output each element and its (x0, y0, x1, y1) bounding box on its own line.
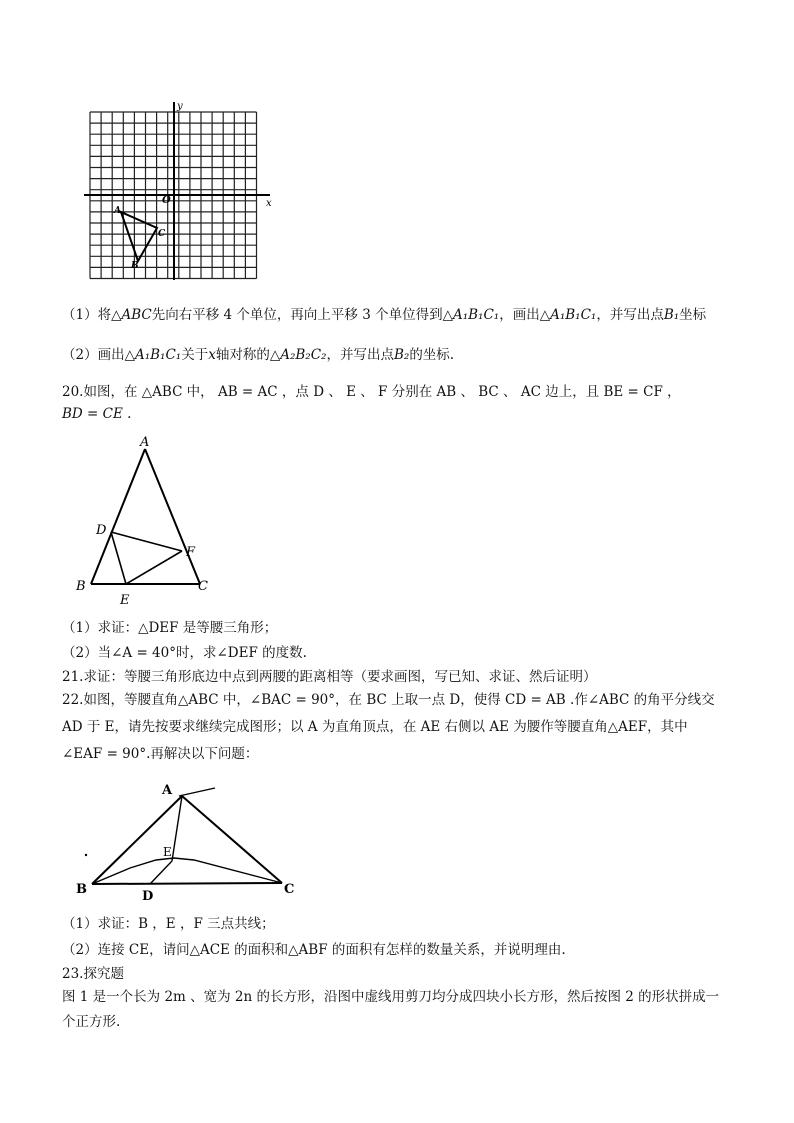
point-b-label: B (131, 261, 139, 271)
vertex-b-label: B (76, 579, 86, 594)
q22-text-line1: 22.如图，等腰直角△ABC 中，∠BAC = 90°，在 BC 上取一点 D，使得 CD = AB .作∠ABC 的角平分线交 (62, 692, 715, 708)
origin-label: O (162, 195, 171, 206)
vertex-a-label: A (162, 783, 173, 798)
vertex-c-label: C (198, 579, 208, 594)
vertex-b-label: B (76, 882, 87, 897)
point-a-label: A (114, 206, 121, 216)
q22-part1: （1）求证：B ，E ，F 三点共线； (62, 916, 275, 932)
q20-text-line1: 20.如图，在 △ABC 中， AB = AC ，点 D 、 E 、 F 分别在 AB 、 BC 、 AC 边上，且 BE = CF ， (62, 384, 681, 400)
x-axis-label: x (266, 198, 272, 209)
q21-text: 21.求证：等腰三角形底边中点到两腰的距离相等（要求画图，写已知、求证、然后证明） (62, 669, 597, 685)
triangle-def-figure (74, 432, 224, 612)
point-d-label: D (142, 889, 154, 904)
point-e-label: E (120, 593, 130, 608)
vertex-c-label: C (284, 882, 295, 897)
q23-title: 23.探究题 (62, 966, 124, 982)
coordinate-grid-figure (84, 100, 284, 282)
isosceles-right-triangle-figure (70, 776, 310, 906)
q20-text-line2: BD = CE . (62, 406, 132, 422)
point-c-label: C (158, 229, 166, 239)
y-axis-label: y (177, 101, 183, 112)
q19-part2: （2）画出△A₁B₁C₁关于x轴对称的△A₂B₂C₂，并写出点B₂的坐标. (62, 347, 455, 363)
q23-text-line1: 图 1 是一个长为 2m 、宽为 2n 的长方形，沿图中虚线用剪刀均分成四块小长方形，然后按图 2 的形状拼成一 (62, 989, 720, 1005)
q19-part1: （1）将△ABC先向右平移 4 个单位，再向上平移 3 个单位得到△A₁B₁C₁，画出△A₁B₁C₁，并写出点B₁坐标 (62, 307, 707, 323)
q23-text-line2: 个正方形. (62, 1014, 121, 1030)
point-e-label: E (163, 845, 172, 859)
q22-part2: （2）连接 CE，请问△ACE 的面积和△ABF 的面积有怎样的数量关系，并说明理由. (62, 942, 566, 958)
vertex-a-label: A (140, 435, 150, 450)
q22-text-line2: AD 于 E，请先按要求继续完成图形；以 A 为直角顶点，在 AE 右侧以 AE 为腰作等腰直角△AEF，其中 (62, 719, 688, 735)
q20-part1: （1）求证：△DEF 是等腰三角形； (62, 620, 278, 636)
point-d-label: D (96, 523, 107, 538)
point-f-label: F (186, 545, 196, 560)
q22-text-line3: ∠EAF = 90°.再解决以下问题： (62, 746, 259, 762)
q20-part2: （2）当∠A = 40°时，求∠DEF 的度数. (62, 645, 307, 661)
